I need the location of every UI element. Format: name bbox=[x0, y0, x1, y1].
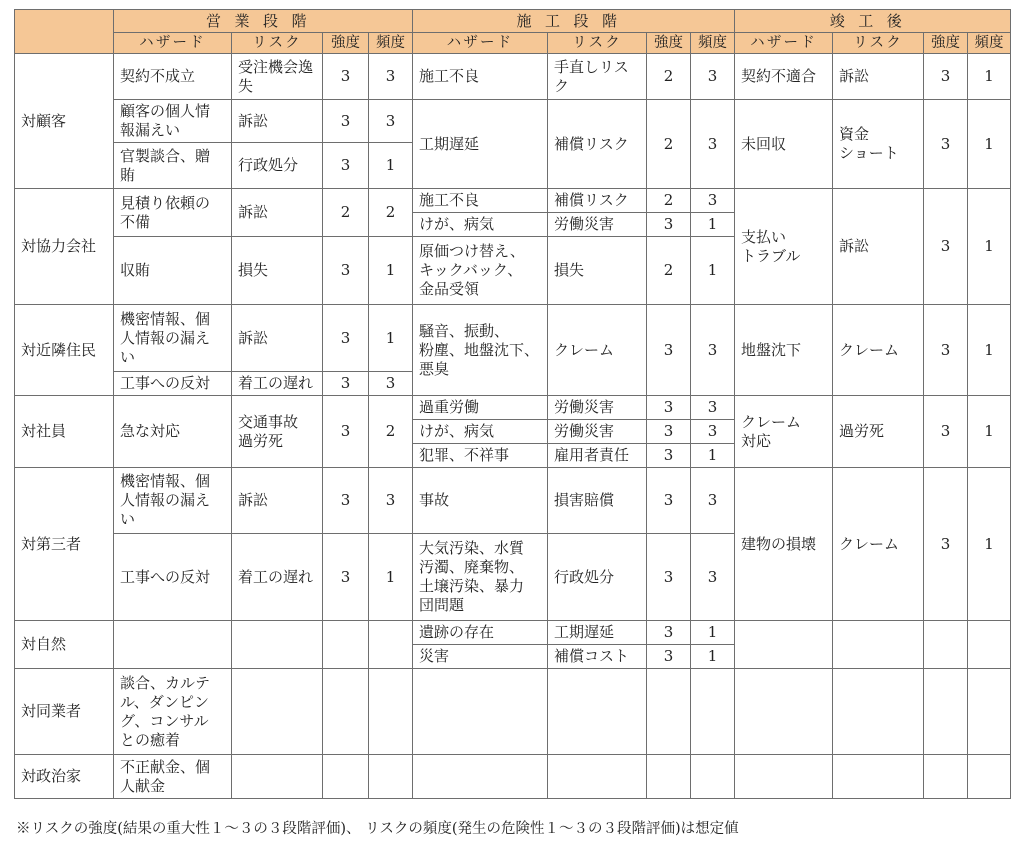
stage-sales-header: 営業段階 bbox=[114, 10, 413, 33]
construction-strength-empty bbox=[647, 669, 691, 755]
construction-frequency: 3 bbox=[691, 396, 735, 420]
sales-hazard: 見積り依頼の 不備 bbox=[114, 189, 232, 237]
construction-strength: 2 bbox=[647, 189, 691, 213]
construction-strength: 2 bbox=[647, 237, 691, 305]
sales-risk-empty bbox=[232, 669, 323, 755]
construction-hazard: 原価つけ替え、 キックバック、 金品受領 bbox=[413, 237, 548, 305]
construction-strength: 3 bbox=[647, 213, 691, 237]
completion-frequency: 1 bbox=[968, 396, 1011, 468]
completion-risk: 訴訟 bbox=[833, 54, 924, 100]
construction-strength: 2 bbox=[647, 54, 691, 100]
sales-strength: 3 bbox=[323, 372, 369, 396]
col-hazard: ハザード bbox=[735, 33, 833, 54]
construction-strength: 3 bbox=[647, 396, 691, 420]
construction-risk: クレーム bbox=[548, 305, 647, 396]
col-strength: 強度 bbox=[323, 33, 369, 54]
sales-risk: 着工の遅れ bbox=[232, 372, 323, 396]
completion-hazard: クレーム 対応 bbox=[735, 396, 833, 468]
sales-hazard: 工事への反対 bbox=[114, 534, 232, 621]
completion-hazard-empty bbox=[735, 755, 833, 799]
completion-risk-empty bbox=[833, 669, 924, 755]
sales-risk-empty bbox=[232, 621, 323, 669]
construction-hazard: 過重労働 bbox=[413, 396, 548, 420]
risk-table-container bbox=[14, 9, 1010, 799]
sales-risk: 交通事故 過労死 bbox=[232, 396, 323, 468]
construction-risk: 工期遅延 bbox=[548, 621, 647, 645]
construction-hazard: けが、病気 bbox=[413, 420, 548, 444]
sales-risk: 着工の遅れ bbox=[232, 534, 323, 621]
construction-frequency-empty bbox=[691, 755, 735, 799]
sales-strength-empty bbox=[323, 755, 369, 799]
table-row bbox=[15, 755, 1011, 799]
construction-hazard: 騒音、振動、 粉塵、地盤沈下、 悪臭 bbox=[413, 305, 548, 396]
category-cell: 対同業者 bbox=[15, 669, 114, 755]
table-row bbox=[15, 100, 1011, 142]
completion-strength-empty bbox=[924, 621, 968, 669]
completion-strength: 3 bbox=[924, 189, 968, 305]
construction-strength: 3 bbox=[647, 420, 691, 444]
completion-risk-empty bbox=[833, 755, 924, 799]
sales-risk: 損失 bbox=[232, 237, 323, 305]
construction-risk: 行政処分 bbox=[548, 534, 647, 621]
sales-risk: 行政処分 bbox=[232, 143, 323, 189]
completion-hazard-empty bbox=[735, 669, 833, 755]
col-hazard: ハザード bbox=[413, 33, 548, 54]
completion-strength: 3 bbox=[924, 54, 968, 100]
construction-hazard-empty bbox=[413, 755, 548, 799]
completion-strength-empty bbox=[924, 669, 968, 755]
sales-frequency-empty bbox=[369, 669, 413, 755]
table-row bbox=[15, 305, 1011, 372]
stage-completion-header: 竣工後 bbox=[735, 10, 1011, 33]
completion-hazard: 建物の損壊 bbox=[735, 468, 833, 621]
construction-frequency: 3 bbox=[691, 189, 735, 213]
construction-risk: 雇用者責任 bbox=[548, 444, 647, 468]
sales-hazard: 談合、カルテ ル、ダンピン グ、コンサル との癒着 bbox=[114, 669, 232, 755]
col-frequency: 頻度 bbox=[369, 33, 413, 54]
construction-strength: 3 bbox=[647, 621, 691, 645]
table-row bbox=[15, 669, 1011, 755]
sales-frequency: 1 bbox=[369, 237, 413, 305]
construction-strength-empty bbox=[647, 755, 691, 799]
sales-risk: 訴訟 bbox=[232, 189, 323, 237]
construction-frequency-empty bbox=[691, 669, 735, 755]
sales-frequency: 2 bbox=[369, 396, 413, 468]
completion-frequency: 1 bbox=[968, 189, 1011, 305]
completion-risk: 資金 ショート bbox=[833, 100, 924, 189]
sales-strength: 3 bbox=[323, 534, 369, 621]
construction-hazard: 施工不良 bbox=[413, 54, 548, 100]
sales-frequency: 1 bbox=[369, 143, 413, 189]
sales-risk-empty bbox=[232, 755, 323, 799]
completion-strength-empty bbox=[924, 755, 968, 799]
completion-risk: 訴訟 bbox=[833, 189, 924, 305]
construction-risk: 補償リスク bbox=[548, 100, 647, 189]
completion-risk: クレーム bbox=[833, 305, 924, 396]
sales-risk: 訴訟 bbox=[232, 100, 323, 143]
col-hazard: ハザード bbox=[114, 33, 232, 54]
completion-frequency: 1 bbox=[968, 54, 1011, 100]
sales-hazard: 急な対応 bbox=[114, 396, 232, 468]
stage-construction-header: 施工段階 bbox=[413, 10, 735, 33]
construction-frequency: 1 bbox=[691, 444, 735, 468]
construction-hazard: 大気汚染、水質 汚濁、廃棄物、 土壌汚染、暴力 団問題 bbox=[413, 534, 548, 621]
completion-hazard: 地盤沈下 bbox=[735, 305, 833, 396]
completion-strength: 3 bbox=[924, 468, 968, 621]
construction-risk: 損失 bbox=[548, 237, 647, 305]
table-row bbox=[15, 396, 1011, 420]
completion-hazard-empty bbox=[735, 621, 833, 669]
construction-risk: 損害賠償 bbox=[548, 468, 647, 534]
sales-frequency: 3 bbox=[369, 100, 413, 143]
sales-strength: 3 bbox=[323, 305, 369, 372]
sales-hazard: 収賄 bbox=[114, 237, 232, 305]
construction-hazard: けが、病気 bbox=[413, 213, 548, 237]
col-strength: 強度 bbox=[647, 33, 691, 54]
construction-hazard: 遺跡の存在 bbox=[413, 621, 548, 645]
construction-frequency: 3 bbox=[691, 468, 735, 534]
completion-risk: クレーム bbox=[833, 468, 924, 621]
construction-risk: 労働災害 bbox=[548, 420, 647, 444]
construction-frequency: 1 bbox=[691, 621, 735, 645]
sales-strength: 3 bbox=[323, 396, 369, 468]
sales-frequency-empty bbox=[369, 755, 413, 799]
sales-frequency: 1 bbox=[369, 305, 413, 372]
sales-hazard: 機密情報、個 人情報の漏え い bbox=[114, 468, 232, 534]
sales-strength-empty bbox=[323, 669, 369, 755]
construction-hazard: 施工不良 bbox=[413, 189, 548, 213]
table-row bbox=[15, 189, 1011, 213]
category-cell: 対第三者 bbox=[15, 468, 114, 621]
sales-strength: 3 bbox=[323, 468, 369, 534]
table-row bbox=[15, 621, 1011, 645]
construction-strength: 3 bbox=[647, 305, 691, 396]
construction-strength: 3 bbox=[647, 468, 691, 534]
sales-hazard-empty bbox=[114, 621, 232, 669]
sales-risk: 訴訟 bbox=[232, 305, 323, 372]
footnote: ※リスクの強度(結果の重大性１～３の３段階評価)、 リスクの頻度(発生の危険性１～３の３段階評価)は想定値 bbox=[16, 821, 739, 837]
construction-frequency: 3 bbox=[691, 420, 735, 444]
construction-risk: 労働災害 bbox=[548, 213, 647, 237]
construction-frequency: 3 bbox=[691, 54, 735, 100]
col-strength: 強度 bbox=[924, 33, 968, 54]
construction-frequency: 3 bbox=[691, 305, 735, 396]
sales-strength: 3 bbox=[323, 237, 369, 305]
completion-risk: 過労死 bbox=[833, 396, 924, 468]
col-risk: リスク bbox=[232, 33, 323, 54]
completion-frequency: 1 bbox=[968, 100, 1011, 189]
sales-risk: 受注機会逸 失 bbox=[232, 54, 323, 100]
sales-frequency-empty bbox=[369, 621, 413, 669]
completion-frequency: 1 bbox=[968, 468, 1011, 621]
completion-strength: 3 bbox=[924, 396, 968, 468]
completion-hazard: 支払い トラブル bbox=[735, 189, 833, 305]
construction-risk: 手直しリス ク bbox=[548, 54, 647, 100]
construction-frequency: 3 bbox=[691, 100, 735, 189]
category-cell: 対近隣住民 bbox=[15, 305, 114, 396]
construction-hazard: 事故 bbox=[413, 468, 548, 534]
construction-strength: 3 bbox=[647, 444, 691, 468]
col-risk: リスク bbox=[833, 33, 924, 54]
col-frequency: 頻度 bbox=[968, 33, 1011, 54]
category-cell: 対政治家 bbox=[15, 755, 114, 799]
sales-hazard: 顧客の個人情 報漏えい bbox=[114, 100, 232, 143]
construction-hazard: 災害 bbox=[413, 645, 548, 669]
construction-risk: 補償リスク bbox=[548, 189, 647, 213]
construction-risk: 労働災害 bbox=[548, 396, 647, 420]
col-risk: リスク bbox=[548, 33, 647, 54]
construction-strength: 3 bbox=[647, 645, 691, 669]
construction-frequency: 1 bbox=[691, 645, 735, 669]
construction-strength: 2 bbox=[647, 100, 691, 189]
sales-frequency: 1 bbox=[369, 534, 413, 621]
construction-hazard: 工期遅延 bbox=[413, 100, 548, 189]
completion-hazard: 契約不適合 bbox=[735, 54, 833, 100]
sales-hazard: 官製談合、贈 賄 bbox=[114, 143, 232, 189]
table-row bbox=[15, 54, 1011, 100]
completion-frequency: 1 bbox=[968, 305, 1011, 396]
sales-hazard: 工事への反対 bbox=[114, 372, 232, 396]
construction-risk: 補償コスト bbox=[548, 645, 647, 669]
category-cell: 対社員 bbox=[15, 396, 114, 468]
sales-frequency: 3 bbox=[369, 54, 413, 100]
sales-hazard: 契約不成立 bbox=[114, 54, 232, 100]
construction-frequency: 3 bbox=[691, 534, 735, 621]
completion-strength: 3 bbox=[924, 100, 968, 189]
construction-frequency: 1 bbox=[691, 237, 735, 305]
sales-strength: 3 bbox=[323, 100, 369, 143]
construction-risk-empty bbox=[548, 755, 647, 799]
completion-risk-empty bbox=[833, 621, 924, 669]
category-cell: 対協力会社 bbox=[15, 189, 114, 305]
sales-frequency: 2 bbox=[369, 189, 413, 237]
construction-hazard: 犯罪、不祥事 bbox=[413, 444, 548, 468]
table-row bbox=[15, 468, 1011, 534]
completion-frequency-empty bbox=[968, 669, 1011, 755]
col-frequency: 頻度 bbox=[691, 33, 735, 54]
construction-frequency: 1 bbox=[691, 213, 735, 237]
completion-frequency-empty bbox=[968, 621, 1011, 669]
construction-risk-empty bbox=[548, 669, 647, 755]
sales-strength: 3 bbox=[323, 54, 369, 100]
sales-hazard: 機密情報、個 人情報の漏え い bbox=[114, 305, 232, 372]
sales-strength-empty bbox=[323, 621, 369, 669]
sales-strength: 2 bbox=[323, 189, 369, 237]
risk-table bbox=[14, 9, 1011, 799]
construction-strength: 3 bbox=[647, 534, 691, 621]
sales-strength: 3 bbox=[323, 143, 369, 189]
category-cell: 対顧客 bbox=[15, 54, 114, 189]
header-corner bbox=[15, 10, 114, 54]
completion-frequency-empty bbox=[968, 755, 1011, 799]
completion-hazard: 未回収 bbox=[735, 100, 833, 189]
category-cell: 対自然 bbox=[15, 621, 114, 669]
sales-frequency: 3 bbox=[369, 372, 413, 396]
completion-strength: 3 bbox=[924, 305, 968, 396]
sales-risk: 訴訟 bbox=[232, 468, 323, 534]
construction-hazard-empty bbox=[413, 669, 548, 755]
sales-hazard: 不正献金、個 人献金 bbox=[114, 755, 232, 799]
sales-frequency: 3 bbox=[369, 468, 413, 534]
